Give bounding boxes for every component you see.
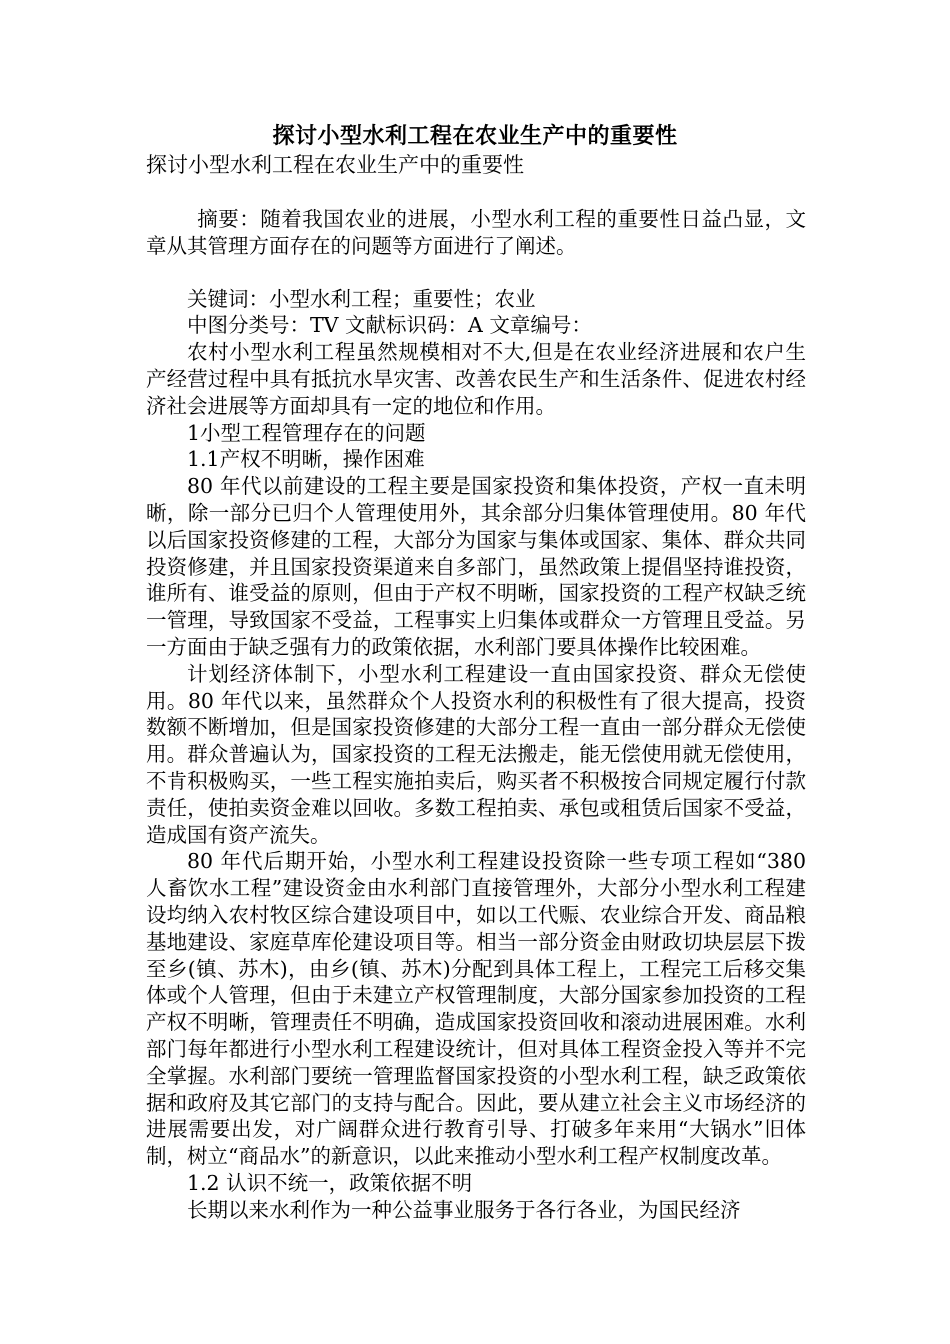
keywords-line: 关键词：小型水利工程；重要性；农业: [187, 286, 536, 311]
abstract-paragraph: 摘要：随着我国农业的进展，小型水利工程的重要性日益凸显，文章从其管理方面存在的问题等方面进行了阐述。: [146, 207, 806, 258]
spacer: [146, 260, 806, 286]
body-paragraph: 80 年代以前建设的工程主要是国家投资和集体投资，产权一直未明晰，除一部分已归个人管理使用外，其余部分归集体管理使用。80 年代以后国家投资修建的工程，大部分为国家与集体或国家、集体、群众共同投资修建，并且国家投资渠道来自多部门，虽然政策上提倡坚持谁投资，谁所有、谁受益的原则，但由于产权不明晰，国家投资的工程产权缺乏统一管理，导致国家不受益，工程事实上归集体或群众一方管理且受益。另一方面由于缺乏强有力的政策依据，水利部门要具体操作比较困难。: [146, 474, 806, 659]
section-heading-1-1: 1.1产权不明晰，操作困难: [187, 447, 425, 472]
spacer: [146, 180, 806, 206]
section-heading-1-2: 1.2 认识不统一，政策依据不明: [187, 1170, 473, 1195]
section-heading-1: 1小型工程管理存在的问题: [187, 420, 426, 445]
body-paragraph: 长期以来水利作为一种公益事业服务于各行各业，为国民经济: [187, 1197, 741, 1222]
document-body: [146, 150, 806, 1223]
document-title: 探讨小型水利工程在农业生产中的重要性: [272, 123, 678, 149]
body-paragraph: 计划经济体制下，小型水利工程建设一直由国家投资、群众无偿使用。80 年代以来，虽然群众个人投资水利的积极性有了很大提高，投资数额不断增加，但是国家投资修建的大部分工程一直由一部分群众无偿使用。群众普遍认为，国家投资的工程无法搬走，能无偿使用就无偿使用，不肯积极购买，一些工程实施拍卖后，购买者不积极按合同规定履行付款责任，使拍卖资金难以回收。多数工程拍卖、承包或租赁后国家不受益，造成国有资产流失。: [146, 661, 806, 847]
classification-line: 中图分类号：TV 文献标识码：A 文章编号：: [187, 313, 592, 338]
document-subtitle: 探讨小型水利工程在农业生产中的重要性: [146, 153, 524, 177]
body-paragraph: 80 年代后期开始，小型水利工程建设投资除一些专项工程如“380 人畜饮水工程”建设资金由水利部门直接管理外，大部分小型水利工程建设均纳入农村牧区综合建设项目中，如以工代赈、农业综合开发、商品粮基地建设、家庭草库伦建设项目等。相当一部分资金由财政切块层层下拨至乡(镇、苏木)，由乡(镇、苏木)分配到具体工程上，工程完工后移交集体或个人管理，但由于未建立产权管理制度，大部分国家参加投资的工程产权不明晰，管理责任不明确，造成国家投资回收和滚动进展困难。水利部门每年都进行小型水利工程建设统计，但对具体工程资金投入等并不完全掌握。水利部门要统一管理监督国家投资的小型水利工程，缺乏政策依据和政府及其它部门的支持与配合。因此，要从建立社会主义市场经济的进展需要出发，对广阔群众进行教育引导、打破多年来用“大锅水”旧体制，树立“商品水”的新意识，以此来推动小型水利工程产权制度改革。: [146, 849, 806, 1169]
intro-paragraph: 农村小型水利工程虽然规模相对不大,但是在农业经济进展和农户生产经营过程中具有抵抗水旱灾害、改善农民生产和生活条件、促进农村经济社会进展等方面却具有一定的地位和作用。: [146, 340, 806, 418]
